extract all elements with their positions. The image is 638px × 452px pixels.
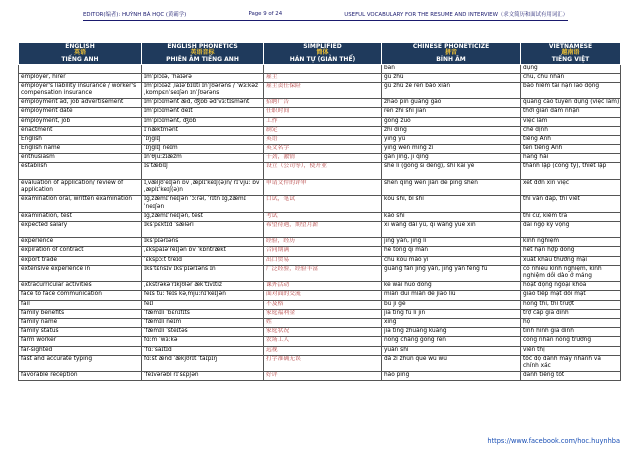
cell-phonetics: ɪˈnæktmənt xyxy=(142,126,264,135)
table-row xyxy=(19,247,621,256)
cell-pinyin: gàn jìng, jī qíng xyxy=(382,154,521,163)
cell-simplified: 任职时间 xyxy=(264,108,382,117)
cell-vietnamese: hoạt động ngoại khóa xyxy=(521,282,621,291)
table-row xyxy=(19,355,621,371)
table-row xyxy=(19,196,621,212)
cell-vietnamese: quảng cáo tuyển dụng (việc làm) xyxy=(521,99,621,108)
cell-simplified: 家庭状况 xyxy=(264,328,382,337)
cell-simplified: 制定 xyxy=(264,126,382,135)
table-row xyxy=(19,318,621,327)
cell-phonetics: ɪmˈplɔɪmənt deɪt xyxy=(142,108,264,117)
cell-english: fail xyxy=(19,300,142,309)
cell-english: English xyxy=(19,135,142,144)
cell-pinyin: yuǎn shì xyxy=(382,346,521,355)
vocabulary-table-wrap xyxy=(18,42,620,381)
vocabulary-table xyxy=(18,42,621,381)
cell-vietnamese: tên tiếng Anh xyxy=(521,145,621,154)
table-row xyxy=(19,265,621,281)
cell-pinyin: rèn zhí shí jiān xyxy=(382,108,521,117)
cell-english: examination oral, written examination xyxy=(19,196,142,212)
cell-phonetics: ɪmˈplɔɪmənt, ʤɒb xyxy=(142,117,264,126)
cell-vietnamese: đãi ngộ kỳ vọng xyxy=(521,221,621,237)
table-row xyxy=(19,154,621,163)
cell-phonetics: ˈfeɪvərəbl rɪˈsɛpʃən xyxy=(142,372,264,381)
cell-english: family status xyxy=(19,328,142,337)
cell-english: evaluation of application/ review of application xyxy=(19,179,142,195)
cell-english: far-sighted xyxy=(19,346,142,355)
cell-phonetics: ɪksˈtɛnsɪv ɪksˈpɪərɪəns ɪn xyxy=(142,265,264,281)
cell-english: export trade xyxy=(19,256,142,265)
cell-vietnamese: danh tiếng tốt xyxy=(521,372,621,381)
table-row xyxy=(19,256,621,265)
continued-pinyin: bān xyxy=(382,65,521,74)
cell-simplified: 雇主责任保险 xyxy=(264,82,382,98)
cell-pinyin: hé tóng qī mǎn xyxy=(382,247,521,256)
cell-vietnamese: hết hạn hợp đồng xyxy=(521,247,621,256)
cell-vietnamese: thi vấn đáp, thi viết xyxy=(521,196,621,212)
cell-vietnamese: tốc độ đánh máy nhanh và chính xác xyxy=(521,355,621,371)
cell-pinyin: kè wài huó dòng xyxy=(382,282,521,291)
table-header-row xyxy=(19,43,621,65)
cell-phonetics: ɪksˈpɪərɪəns xyxy=(142,238,264,247)
column-header-english: ENGLISH 英语 TIẾNG ANH xyxy=(19,43,142,65)
column-header-vietnamese: VIETNAMESE 越南语 TIẾNG VIỆT xyxy=(521,43,621,65)
cell-english: expiration of contract xyxy=(19,247,142,256)
table-row xyxy=(19,291,621,300)
table-row xyxy=(19,212,621,221)
table-row xyxy=(19,126,621,135)
cell-pinyin: shēn qǐng wén jiàn de píng shěn xyxy=(382,179,521,195)
cell-pinyin: jiā tíng fú lì jīn xyxy=(382,309,521,318)
cell-phonetics: ɪˌvæljʊˈeɪʃən ɒv ˌæplɪˈkeɪʃ(ə)n/ rɪˈvjuː ɒv ˌæplɪˈkeɪʃ(ə)n xyxy=(142,179,264,195)
cell-pinyin: yīng wén míng zì xyxy=(382,145,521,154)
cell-pinyin: dǎ zì zhǔn què wú wù xyxy=(382,355,521,371)
cell-phonetics: ˈfæmɪli ˈsteɪtəs xyxy=(142,328,264,337)
table-row xyxy=(19,145,621,154)
column-header-phonetics: ENGLISH PHONETICS 英语音标 PHIÊN ÂM TIẾNG ANH xyxy=(142,43,264,65)
cell-phonetics: ˈfɑːˈsaɪtɪd xyxy=(142,346,264,355)
cell-vietnamese: xét đơn xin việc xyxy=(521,179,621,195)
column-header-simplified: SIMPLIFIED 简体 HÁN TỰ (GIẢN THỂ) xyxy=(264,43,382,65)
cell-phonetics: fɑːm ˈwɜːkə xyxy=(142,337,264,346)
cell-english: enthusiasm xyxy=(19,154,142,163)
cell-vietnamese: họ xyxy=(521,318,621,327)
cell-simplified: 课外活动 xyxy=(264,282,382,291)
table-row xyxy=(19,282,621,291)
table-row xyxy=(19,346,621,355)
cell-simplified: 招聘广告 xyxy=(264,99,382,108)
cell-simplified: 口试，笔试 xyxy=(264,196,382,212)
cell-pinyin: kǒu shì, bǐ shì xyxy=(382,196,521,212)
table-row xyxy=(19,300,621,309)
cell-english: English name xyxy=(19,145,142,154)
cell-simplified: 经验，经历 xyxy=(264,238,382,247)
cell-pinyin: hǎo píng xyxy=(382,372,521,381)
cell-phonetics: ɪmˈplɔɪmənt æd, ʤɒb ədˈvɜːtɪsmənt xyxy=(142,99,264,108)
cell-vietnamese: việc làm xyxy=(521,117,621,126)
cell-phonetics: ɪmˈplɔɪəz ˌlaɪəˈbɪlɪti ɪnˈʃʊərəns / ˈwɜːkəz ˌkɒmpɛnˈseɪʃən ɪnˈʃʊərəns xyxy=(142,82,264,98)
cell-english: establish xyxy=(19,163,142,179)
continued-vietnamese: dụng xyxy=(521,65,621,74)
cell-english: examination, test xyxy=(19,212,142,221)
facebook-link[interactable]: https://www.facebook.com/hoc.huynhba xyxy=(487,437,620,445)
cell-simplified: 设立（公司等），使开业 xyxy=(264,163,382,179)
table-row xyxy=(19,372,621,381)
table-row xyxy=(19,337,621,346)
cell-phonetics: ɪgˌzæmɪˈneɪʃən ˈɔːrəl, ˈrɪtn ɪgˌzæmɪˈneɪʃən xyxy=(142,196,264,212)
column-header-pinyin: CHINESE PHONETICIZE 拼音 BÍNH ÂM xyxy=(382,43,521,65)
cell-simplified: 不及格 xyxy=(264,300,382,309)
cell-phonetics: fɑːst ænd ˈækjʊrɪt ˈtaɪpɪŋ xyxy=(142,355,264,371)
cell-phonetics: ˌɛkspaɪəˈreɪʃən ɒv ˈkɒntrækt xyxy=(142,247,264,256)
table-row xyxy=(19,117,621,126)
cell-english: expected salary xyxy=(19,221,142,237)
cell-phonetics: ˈɛkspɔːt treɪd xyxy=(142,256,264,265)
cell-pinyin: jīng yàn, jīng lì xyxy=(382,238,521,247)
table-row xyxy=(19,328,621,337)
cell-phonetics: feɪs tuː feɪs kəˌmjuːnɪˈkeɪʃən xyxy=(142,291,264,300)
cell-phonetics: ɪnˈθjuːzɪæzm xyxy=(142,154,264,163)
cell-pinyin: nóng chǎng gōng rén xyxy=(382,337,521,346)
cell-english: family benefits xyxy=(19,309,142,318)
cell-vietnamese: kinh nghiệm xyxy=(521,238,621,247)
cell-pinyin: gù zhǔ zé rèn bǎo xiǎn xyxy=(382,82,521,98)
cell-simplified: 农场工人 xyxy=(264,337,382,346)
cell-vietnamese: tiếng Anh xyxy=(521,135,621,144)
cell-simplified: 工作 xyxy=(264,117,382,126)
cell-pinyin: xìng xyxy=(382,318,521,327)
cell-english: employer, hirer xyxy=(19,73,142,82)
cell-vietnamese: hỏng thi, thi trượt xyxy=(521,300,621,309)
cell-vietnamese: bảo hiểm tai nạn lao động xyxy=(521,82,621,98)
cell-pinyin: zhāo pìn guǎng gào xyxy=(382,99,521,108)
cell-phonetics: ɪksˈpɛktɪd ˈsæləri xyxy=(142,221,264,237)
cell-simplified: 英文名字 xyxy=(264,145,382,154)
cell-vietnamese: giao tiếp mặt đối mặt xyxy=(521,291,621,300)
cell-vietnamese: có nhiều kinh nghiệm, kinh nghiệm dồi dào ở mảng xyxy=(521,265,621,281)
cell-vietnamese: chế định xyxy=(521,126,621,135)
cell-vietnamese: hăng hái xyxy=(521,154,621,163)
cell-pinyin: miàn duì miàn de jiāo liú xyxy=(382,291,521,300)
table-row xyxy=(19,82,621,98)
cell-pinyin: chū kǒu mào yì xyxy=(382,256,521,265)
header-page-number: Page 9 of 24 xyxy=(248,10,283,17)
cell-english: family name xyxy=(19,318,142,327)
cell-english: extracurricular activities xyxy=(19,282,142,291)
cell-english: face to face communication xyxy=(19,291,142,300)
cell-simplified: 干劲，激情 xyxy=(264,154,382,163)
cell-english: farm worker xyxy=(19,337,142,346)
cell-phonetics: ˌɛkstrəkəˈrɪkjʊlər ækˈtɪvɪtiz xyxy=(142,282,264,291)
table-row xyxy=(19,238,621,247)
page-header xyxy=(83,7,568,21)
cell-simplified: 面对面的交流 xyxy=(264,291,382,300)
cell-phonetics: ɪgˌzæmɪˈneɪʃən, test xyxy=(142,212,264,221)
cell-english: extensive experience in xyxy=(19,265,142,281)
cell-vietnamese: chủ, chủ nhân xyxy=(521,73,621,82)
cell-vietnamese: tình hình gia đình xyxy=(521,328,621,337)
cell-pinyin: gù zhǔ xyxy=(382,73,521,82)
cell-simplified: 打字准确无误 xyxy=(264,355,382,371)
cell-english: fast and accurate typing xyxy=(19,355,142,371)
cell-simplified: 英语 xyxy=(264,135,382,144)
table-row xyxy=(19,309,621,318)
cell-phonetics: ɪsˈtæblɪʃ xyxy=(142,163,264,179)
cell-simplified: 姓 xyxy=(264,318,382,327)
cell-simplified: 远视 xyxy=(264,346,382,355)
cell-vietnamese: thời gian đảm nhận xyxy=(521,108,621,117)
cell-english: employment ad, job advertisement xyxy=(19,99,142,108)
cell-phonetics: ˈɪŋglɪʃ xyxy=(142,135,264,144)
cell-english: employment date xyxy=(19,108,142,117)
cell-simplified: 雇主 xyxy=(264,73,382,82)
table-row xyxy=(19,135,621,144)
cell-phonetics: ˈɪŋglɪʃ neɪm xyxy=(142,145,264,154)
cell-simplified: 考试 xyxy=(264,212,382,221)
cell-english: employer's liability insurance / worker's compensation insurance xyxy=(19,82,142,98)
cell-simplified: 出口贸易 xyxy=(264,256,382,265)
cell-vietnamese: xuất khẩu thương mại xyxy=(521,256,621,265)
cell-pinyin: zhì dìng xyxy=(382,126,521,135)
table-row xyxy=(19,179,621,195)
cell-pinyin: kǎo shì xyxy=(382,212,521,221)
cell-simplified: 合同期满 xyxy=(264,247,382,256)
cell-simplified: 申请文件的评审 xyxy=(264,179,382,195)
cell-simplified: 希望待遇，期望月薪 xyxy=(264,221,382,237)
cell-english: employment, job xyxy=(19,117,142,126)
cell-pinyin: bù jí gé xyxy=(382,300,521,309)
cell-pinyin: xī wàng dài yù, qī wàng yuè xīn xyxy=(382,221,521,237)
cell-pinyin: guǎng fàn jīng yàn, jīng yàn fēng fù xyxy=(382,265,521,281)
cell-vietnamese: thành lập (công ty), thiết lập xyxy=(521,163,621,179)
cell-simplified: 家庭福利金 xyxy=(264,309,382,318)
cell-vietnamese: thi cử, kiểm tra xyxy=(521,212,621,221)
cell-pinyin: shè lì (gōng sī děng), shǐ kāi yè xyxy=(382,163,521,179)
table-row xyxy=(19,99,621,108)
cell-phonetics: ɪmˈplɔɪə, ˈhaɪərə xyxy=(142,73,264,82)
table-row xyxy=(19,163,621,179)
table-row xyxy=(19,73,621,82)
cell-english: favorable reception xyxy=(19,372,142,381)
cell-pinyin: yīng yǔ xyxy=(382,135,521,144)
cell-simplified: 好评 xyxy=(264,372,382,381)
cell-pinyin: jiā tíng zhuàng kuàng xyxy=(382,328,521,337)
table-row xyxy=(19,108,621,117)
continued-row xyxy=(19,65,621,74)
cell-simplified: 广泛经验，经验丰富 xyxy=(264,265,382,281)
cell-vietnamese: công nhân nông trường xyxy=(521,337,621,346)
cell-phonetics: feɪl xyxy=(142,300,264,309)
cell-phonetics: ˈfæmɪli neɪm xyxy=(142,318,264,327)
cell-english: experience xyxy=(19,238,142,247)
cell-pinyin: gōng zuò xyxy=(382,117,521,126)
cell-phonetics: ˈfæmɪli ˈbɛnɪfɪts xyxy=(142,309,264,318)
header-title: USEFUL VOCABULARY FOR THE RESUME AND INTERVIEW（求文简历和面试有用词汇） xyxy=(344,11,568,18)
cell-vietnamese: trợ cấp gia đình xyxy=(521,309,621,318)
table-row xyxy=(19,221,621,237)
cell-vietnamese: viễn thị xyxy=(521,346,621,355)
header-editor: EDITOR(编者): HUỲNH BÁ HỌC (黄霸学) xyxy=(83,11,187,18)
cell-english: enactment xyxy=(19,126,142,135)
